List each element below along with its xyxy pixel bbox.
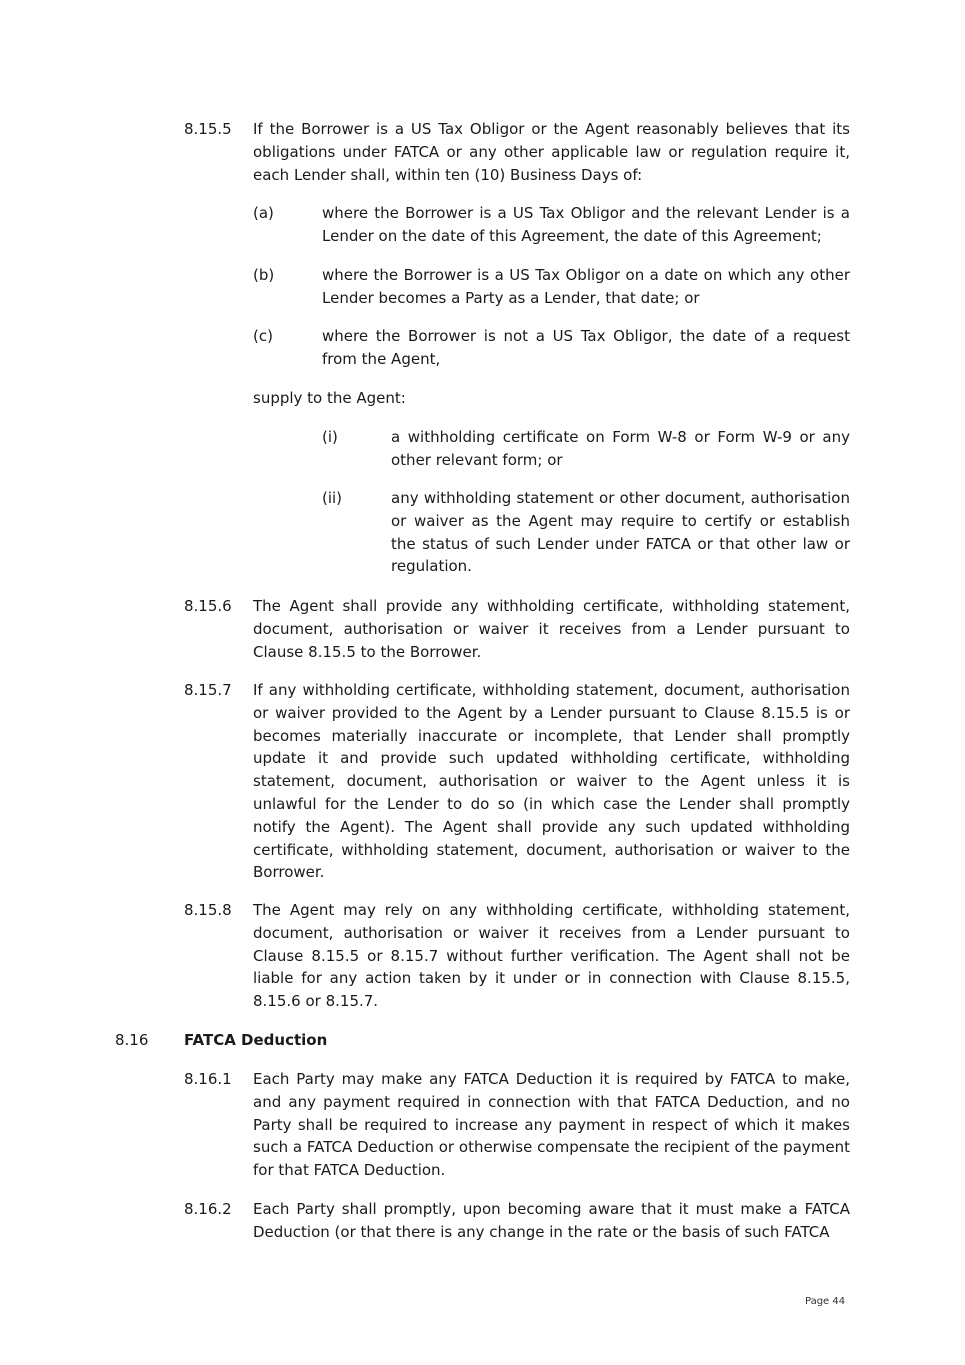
page-number: Page 44 xyxy=(805,1296,846,1307)
clause-text: Each Party shall promptly, upon becoming aware that it must make a FATCA Deduction (or that there is any change in the rate or the basis of such FATCA xyxy=(253,1200,850,1241)
subitem-label: (ii) xyxy=(322,489,343,507)
subitem-text: any withholding statement or other document, authorisation or waiver as the Agent may require to certify or establish the status of such Lender under FATCA or that other law or regulation. xyxy=(391,489,850,576)
item-text: where the Borrower is a US Tax Obligor and the relevant Lender is a Lender on the date of this Agreement, the date of this Agreement; xyxy=(322,204,850,245)
clause-text: The Agent may rely on any withholding certificate, withholding statement, document, authorisation or waiver it receives from a Lender pursuant to Clause 8.15.5 or 8.15.7 without further verification. The Agent shall not be liable for any action taken by it under or in connection with Clause 8.15.5, 8.15.6 or 8.15.7. xyxy=(253,901,850,1011)
item-label: (c) xyxy=(253,327,273,345)
clause-number: 8.16.2 xyxy=(184,1200,232,1218)
clause-number: 8.15.7 xyxy=(184,681,232,699)
section-number: 8.16 xyxy=(115,1031,149,1049)
item-label: (a) xyxy=(253,204,274,222)
section-heading: FATCA Deduction xyxy=(184,1031,328,1049)
clause-number: 8.15.6 xyxy=(184,597,232,615)
clause-text: If the Borrower is a US Tax Obligor or the Agent reasonably believes that its obligations under FATCA or any other applicable law or regulation require it, each Lender shall, within ten (10) Business Days of: xyxy=(253,120,850,184)
subitem-label: (i) xyxy=(322,428,338,446)
item-text: where the Borrower is not a US Tax Obligor, the date of a request from the Agent, xyxy=(322,327,850,368)
subitem-text: a withholding certificate on Form W-8 or Form W-9 or any other relevant form; or xyxy=(391,428,850,469)
clause-number: 8.15.5 xyxy=(184,120,232,138)
clause-number: 8.16.1 xyxy=(184,1070,232,1088)
clause-text: The Agent shall provide any withholding certificate, withholding statement, document, authorisation or waiver it receives from a Lender pursuant to Clause 8.15.5 to the Borrower. xyxy=(253,597,850,661)
clause-number: 8.15.8 xyxy=(184,901,232,919)
item-label: (b) xyxy=(253,266,275,284)
supply-line: supply to the Agent: xyxy=(253,389,406,407)
clause-text: Each Party may make any FATCA Deduction it is required by FATCA to make, and any payment required in connection with that FATCA Deduction, and no Party shall be required to increase any payment in respect of which it makes such a FATCA Deduction or otherwise compensate the recipient of the payment for that FATCA Deduction. xyxy=(253,1070,850,1180)
item-text: where the Borrower is a US Tax Obligor on a date on which any other Lender becomes a Party as a Lender, that date; or xyxy=(322,266,850,307)
clause-text: If any withholding certificate, withholding statement, document, authorisation or waiver provided to the Agent by a Lender pursuant to Clause 8.15.5 is or becomes materially inaccurate or incomplete, that Lender shall promptly update it and provide such updated withholding certificate, withholding statement, document, authorisation or waiver to the Agent unless it is unlawful for the Lender to do so (in which case the Lender shall promptly notify the Agent). The Agent shall provide any such updated withholding certificate, withholding statement, document, authorisation or waiver to the Borrower. xyxy=(253,681,850,882)
